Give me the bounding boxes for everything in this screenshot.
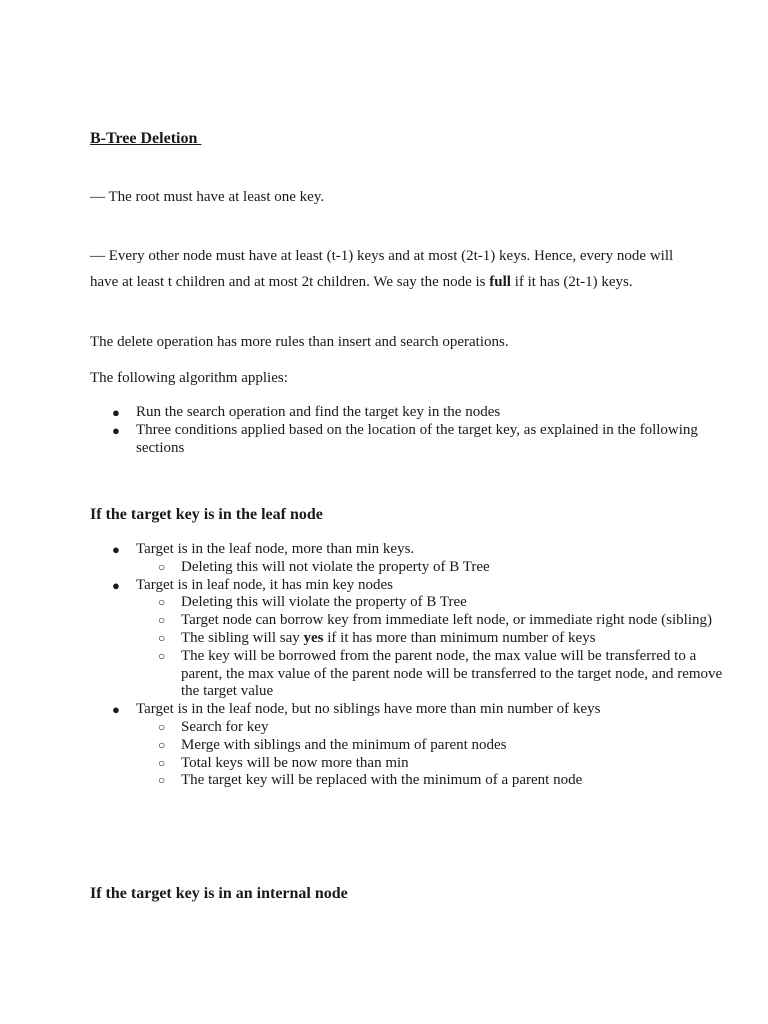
list-item-text: Target is in the leaf node, more than min keys.: [136, 541, 415, 557]
internal-node-heading: If the target key is in an internal node: [90, 885, 348, 902]
algorithm-list: [90, 404, 736, 457]
sub-list-item-text-end: if it has more than minimum number of keys: [323, 629, 596, 646]
list-item: [112, 576, 736, 702]
bullet-icon: ●: [112, 405, 120, 420]
hollow-bullet-icon: ○: [158, 630, 166, 645]
list-item: [112, 701, 736, 790]
sub-list-item-text: The target key will be replaced with the minimum of a parent node: [181, 772, 583, 789]
sub-list: [136, 559, 736, 577]
list-item-text: Run the search operation and find the target key in the nodes: [136, 404, 501, 420]
sub-list-item-text: Search for key: [181, 718, 269, 735]
bullet-icon: ●: [112, 702, 120, 718]
rule-other-nodes-text: — Every other node must have at least (t-1) keys and at most (2t-1) keys. Hence, every node will have at least t children and at most 2t children. We say the node is: [90, 248, 674, 290]
sub-list: [136, 594, 736, 701]
algorithm-intro-paragraph: The following algorithm applies:: [90, 370, 288, 386]
rule-other-nodes-text-end: if it has (2t-1) keys.: [510, 274, 633, 290]
list-item: [112, 421, 736, 458]
sub-list-item: [158, 558, 736, 577]
sub-list-item: [158, 612, 736, 630]
rule-root-paragraph: — The root must have at least one key.: [90, 189, 325, 205]
sub-list-item-text: Deleting this will violate the property of B Tree: [181, 594, 467, 611]
full-term: full: [489, 274, 511, 290]
sub-list: [136, 719, 736, 790]
hollow-bullet-icon: ○: [158, 737, 166, 752]
sub-list-item: [158, 594, 736, 612]
bullet-icon: ●: [112, 542, 120, 557]
rule-other-nodes-paragraph: [90, 243, 680, 295]
sub-list-item: [158, 772, 736, 790]
list-item-text: Target is in leaf node, it has min key nodes: [136, 576, 393, 593]
bullet-icon: ●: [112, 422, 120, 438]
list-item-text: Target is in the leaf node, but no siblings have more than min number of keys: [136, 701, 601, 718]
hollow-bullet-icon: ○: [158, 719, 166, 734]
page-title: B-Tree Deletion: [90, 130, 202, 147]
leaf-node-list: [90, 541, 736, 790]
list-item-text: Three conditions applied based on the location of the target key, as explained in the following sections: [136, 421, 698, 456]
hollow-bullet-icon: ○: [158, 559, 166, 574]
hollow-bullet-icon: ○: [158, 613, 166, 628]
sub-list-item: [158, 718, 736, 737]
sub-list-item-text: Merge with siblings and the minimum of parent nodes: [181, 736, 507, 753]
leaf-node-heading: If the target key is in the leaf node: [90, 506, 323, 523]
list-item: [112, 541, 736, 577]
hollow-bullet-icon: ○: [158, 648, 166, 663]
sub-list-item: [158, 647, 736, 701]
sub-list-item-text: Total keys will be now more than min: [181, 754, 409, 771]
sub-list-item-text: The key will be borrowed from the parent node, the max value will be transferred to a parent, the max value of the parent node will be transferred to the target node, and remove the target value: [181, 647, 723, 700]
sub-list-item: [158, 754, 736, 773]
sub-list-item: [158, 736, 736, 755]
hollow-bullet-icon: ○: [158, 773, 166, 788]
sub-list-item-text: Target node can borrow key from immediate left node, or immediate right node (sibling): [181, 612, 713, 629]
hollow-bullet-icon: ○: [158, 595, 166, 610]
sub-list-item: [158, 629, 736, 648]
hollow-bullet-icon: ○: [158, 755, 166, 770]
delete-intro-paragraph: The delete operation has more rules than insert and search operations.: [90, 334, 509, 350]
list-item: [112, 404, 736, 422]
sub-list-item-text: Deleting this will not violate the property of B Tree: [181, 558, 490, 575]
yes-term: yes: [303, 629, 324, 646]
bullet-icon: ●: [112, 577, 120, 593]
sub-list-item-text: The sibling will say: [181, 629, 304, 646]
